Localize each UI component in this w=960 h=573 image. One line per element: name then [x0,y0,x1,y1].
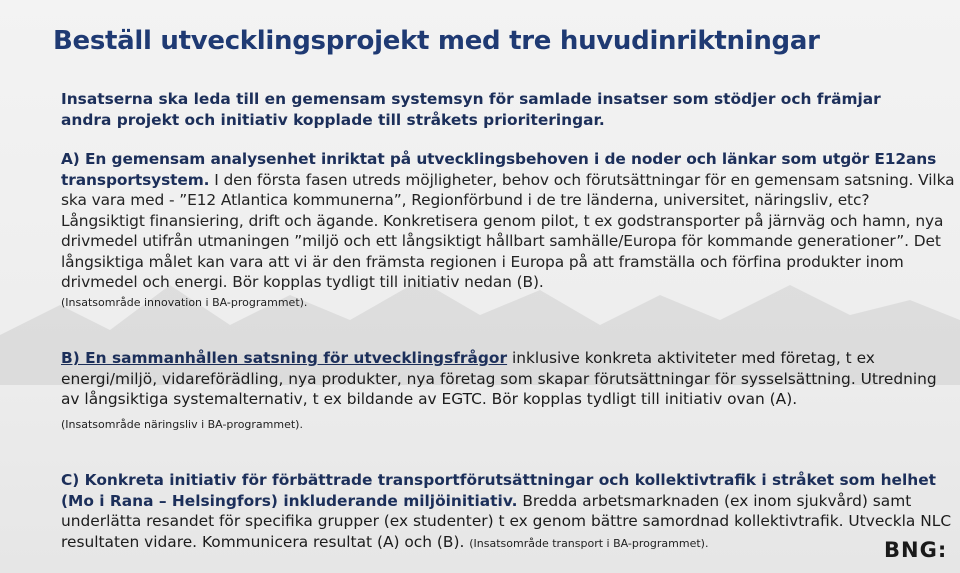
section-c-note: (Insatsområde transport i BA-programmet). [469,536,709,550]
bng-logo: BNG: [884,538,948,562]
section-b-note: (Insatsområde näringsliv i BA-programmet). [61,418,303,431]
section-c [61,470,956,554]
section-b-body: inklusive konkreta aktiviteter med företag, t ex energi/miljö, vidareförädling, nya produkter, nya företag som skapar förutsättningar för sysselsättning. Utredning av långsiktiga systemalternativ, t ex bildande av EGTC. Bör kopplas tydligt till initiativ ovan (A). [61,349,937,408]
section-a-heading: A) En gemensam analysenhet inriktat på utvecklingsbehoven i de noder och länkar som utgör E12ans transportsystem. [61,150,937,189]
section-c-heading: C) Konkreta initiativ för förbättrade transportförutsättningar och kollektivtrafik i stråket som helhet (Mo i Rana – Helsingfors) inkluderande miljöinitiativ. [61,471,937,510]
section-c-body: Bredda arbetsmarknaden (ex inom sjukvård) samt underlätta resandet för specifika grupper (ex studenter) t ex genom bättre samordnad kollektivtrafik. Utveckla NLC resultaten vidare. Kommunicera resultat (A) och (B). [61,491,952,551]
slide-title: Beställ utvecklingsprojekt med tre huvudinriktningar [53,26,820,56]
section-a [61,149,956,293]
section-b-heading: B) En sammanhållen satsning för utvecklingsfrågor [61,349,508,367]
section-b [61,348,941,410]
section-a-note: (Insatsområde innovation i BA-programmet). [61,296,308,309]
intro-text: Insatserna ska leda till en gemensam systemsyn för samlade insatser som stödjer och främjar andra projekt och initiativ kopplade till stråkets prioriteringar. [61,90,881,129]
section-a-body: I den första fasen utreds möjligheter, behov och förutsättningar för en gemensam satsning. Vilka ska vara med - ”E12 Atlantica kommunerna”, Regionförbund i de tre länderna, universitet, näringsliv, etc? Långsiktigt finansiering, drift och ägande. Konkretisera genom pilot, t ex godstransporter på järnväg och hamn, nya drivmedel utifrån utmaningen ”miljö och ett långsiktigt hållbart samhälle/Europa för kommande generationer”. Det långsiktiga målet kan vara att vi är den främsta regionen i Europa på att framställa och förfina produkter inom drivmedel och energi. Bör kopplas tydligt till initiativ nedan (B). [61,170,955,291]
